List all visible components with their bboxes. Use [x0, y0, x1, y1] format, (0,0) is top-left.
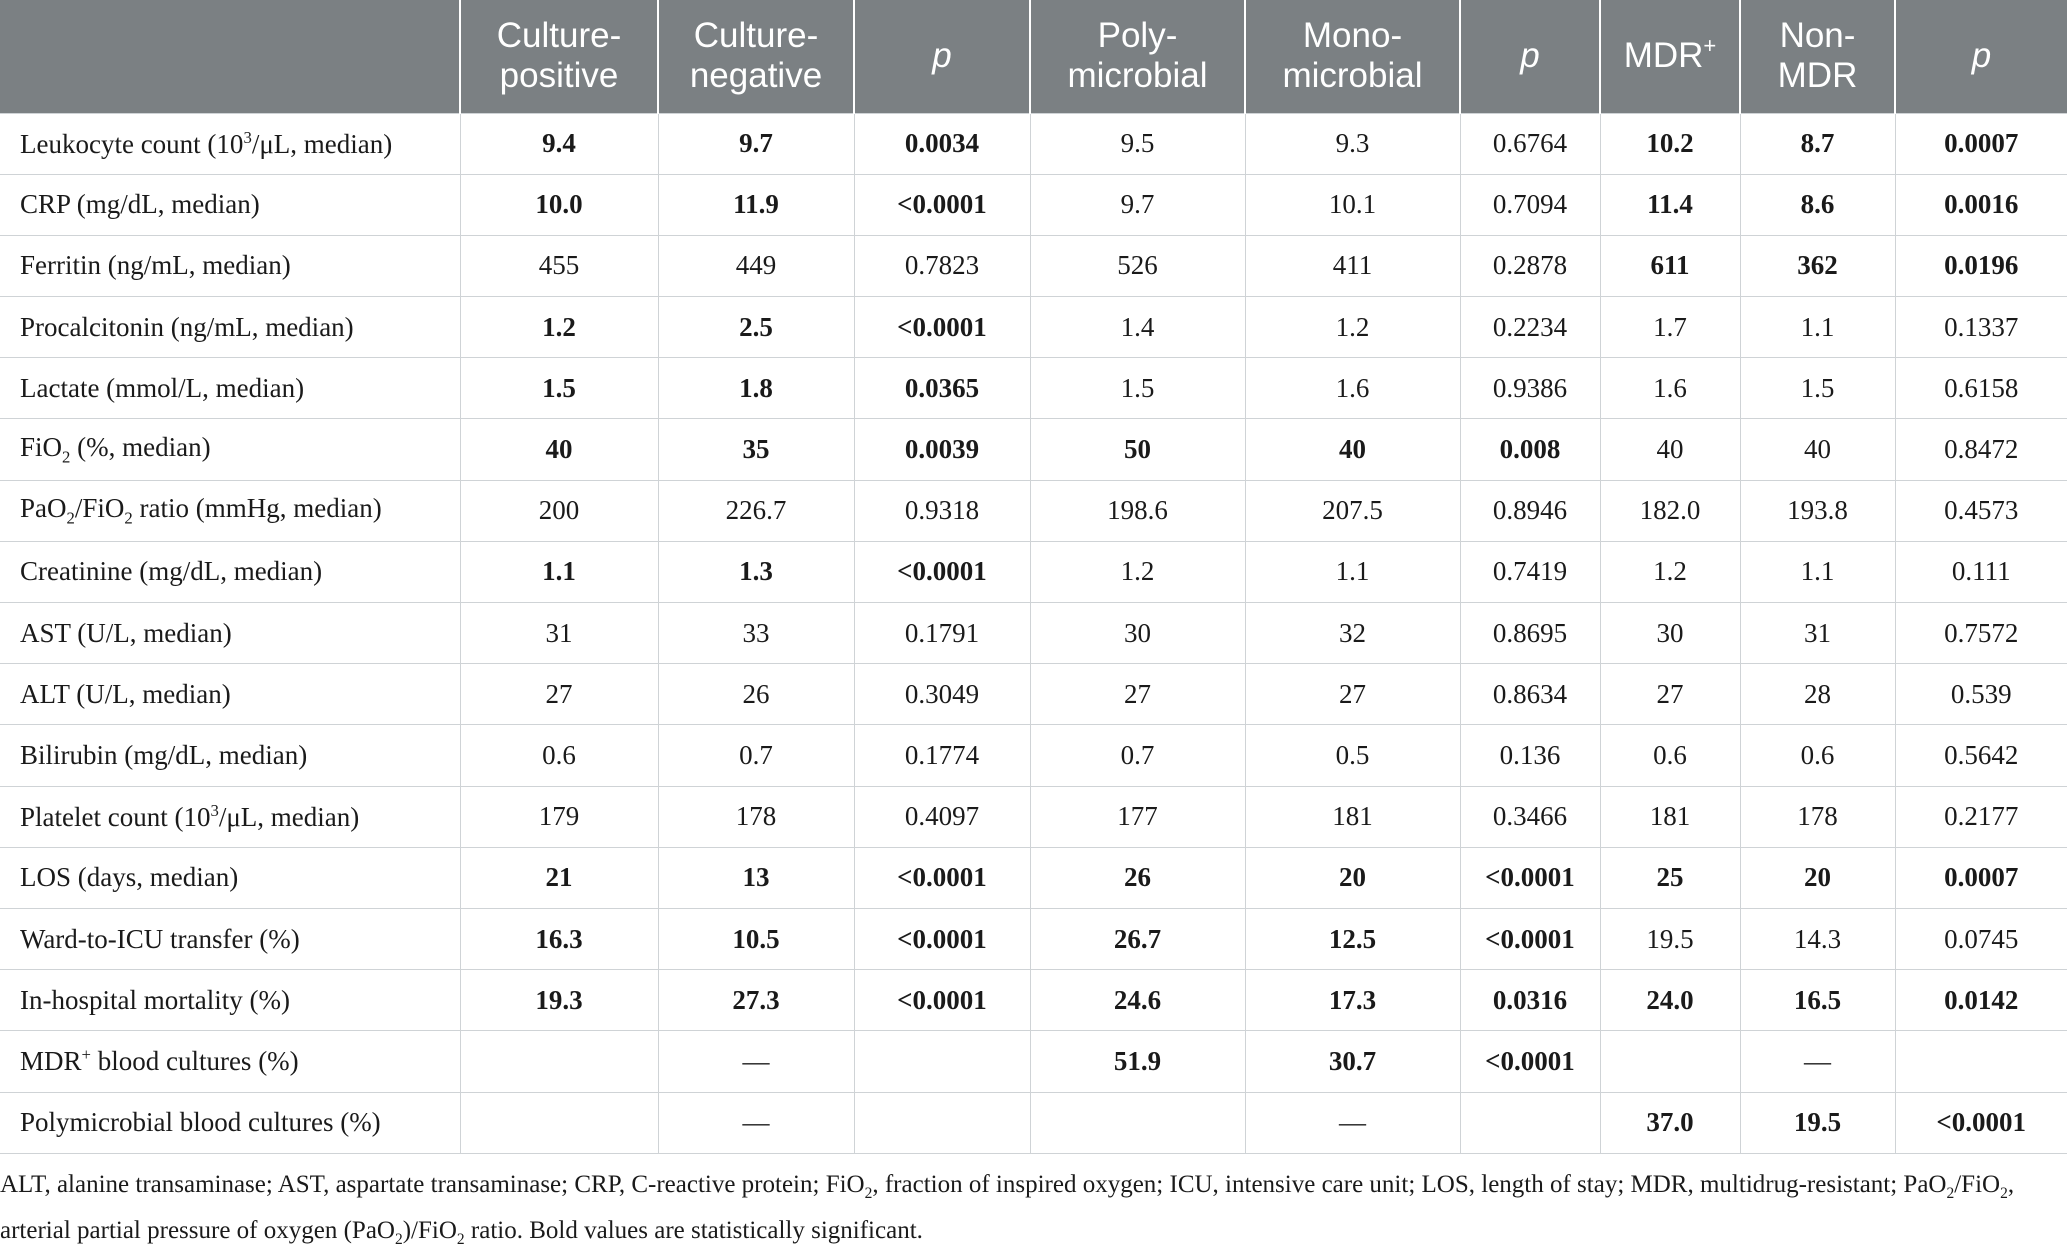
table-cell: 9.4	[460, 113, 658, 174]
text-run: FiO	[20, 431, 63, 462]
table-cell: <0.0001	[854, 970, 1030, 1031]
table-cell: 0.0142	[1895, 970, 2067, 1031]
column-header: Mono- microbial	[1245, 0, 1460, 113]
table-cell: 1.1	[1245, 541, 1460, 602]
column-header: Non- MDR	[1740, 0, 1895, 113]
text-run: /FiO	[74, 493, 125, 524]
table-cell: 11.4	[1600, 174, 1740, 235]
text-run: Bilirubin (mg/dL, median)	[20, 739, 308, 770]
table-cell: 1.5	[1740, 358, 1895, 419]
table-cell: 19.5	[1600, 908, 1740, 969]
subscript: 2	[456, 1231, 465, 1248]
row-label	[0, 847, 460, 908]
row-label	[0, 480, 460, 541]
table-cell: 9.5	[1030, 113, 1245, 174]
table-cell: <0.0001	[854, 541, 1030, 602]
table-cell: 0.4097	[854, 786, 1030, 847]
superscript: 3	[210, 800, 219, 820]
table-cell: 26	[658, 664, 854, 725]
table-cell	[854, 1092, 1030, 1153]
table-cell: 0.6	[460, 725, 658, 786]
table-cell: 0.6	[1740, 725, 1895, 786]
table-cell: 9.7	[1030, 174, 1245, 235]
table-cell: 26	[1030, 847, 1245, 908]
table-cell: 0.1791	[854, 603, 1030, 664]
text-run: In-hospital mortality (%)	[20, 984, 290, 1015]
table-cell: 178	[658, 786, 854, 847]
column-header: Poly- microbial	[1030, 0, 1245, 113]
table-cell: 0.6	[1600, 725, 1740, 786]
table-cell: 35	[658, 419, 854, 480]
table-cell: 526	[1030, 235, 1245, 296]
table-cell: 0.5	[1245, 725, 1460, 786]
table-cell: 17.3	[1245, 970, 1460, 1031]
superscript: 3	[243, 127, 252, 147]
table-cell: 0.1774	[854, 725, 1030, 786]
table-cell: 226.7	[658, 480, 854, 541]
table-cell: <0.0001	[1895, 1092, 2067, 1153]
table-cell: 0.2878	[1460, 235, 1600, 296]
table-cell: 0.539	[1895, 664, 2067, 725]
row-label	[0, 1092, 460, 1153]
table-cell: 0.7094	[1460, 174, 1600, 235]
column-header	[0, 0, 460, 113]
text-run: /FiO	[1954, 1171, 2001, 1198]
table-cell: 181	[1245, 786, 1460, 847]
table-cell: 24.0	[1600, 970, 1740, 1031]
table-cell: 0.7	[658, 725, 854, 786]
table-cell: 20	[1245, 847, 1460, 908]
table-cell: 0.8946	[1460, 480, 1600, 541]
table-cell: 1.6	[1245, 358, 1460, 419]
text-run: PaO	[20, 493, 67, 524]
row-label	[0, 113, 460, 174]
column-header: MDR+	[1600, 0, 1740, 113]
table-cell: 0.6158	[1895, 358, 2067, 419]
table-cell: 0.7823	[854, 235, 1030, 296]
table-cell: 40	[1600, 419, 1740, 480]
table-cell: 16.5	[1740, 970, 1895, 1031]
table-cell: 9.7	[658, 113, 854, 174]
table-cell: 27.3	[658, 970, 854, 1031]
subscript: 2	[124, 508, 133, 528]
table-row	[0, 908, 2067, 969]
row-label	[0, 970, 460, 1031]
table-cell: 21	[460, 847, 658, 908]
row-label	[0, 174, 460, 235]
table-cell: 1.5	[460, 358, 658, 419]
table-cell: 0.0016	[1895, 174, 2067, 235]
table-row	[0, 847, 2067, 908]
table-cell: 31	[1740, 603, 1895, 664]
text-run: (%, median)	[70, 431, 211, 462]
table-cell: 32	[1245, 603, 1460, 664]
table-cell: 27	[1600, 664, 1740, 725]
table-cell: 19.3	[460, 970, 658, 1031]
table-cell: 455	[460, 235, 658, 296]
table-cell: 193.8	[1740, 480, 1895, 541]
table-cell: 1.7	[1600, 297, 1740, 358]
table-cell: <0.0001	[854, 847, 1030, 908]
table-cell: 26.7	[1030, 908, 1245, 969]
row-label	[0, 725, 460, 786]
column-header: Culture- positive	[460, 0, 658, 113]
table-cell: 0.0365	[854, 358, 1030, 419]
table-cell: 10.0	[460, 174, 658, 235]
table-cell: 198.6	[1030, 480, 1245, 541]
table-cell: —	[658, 1031, 854, 1092]
table-cell: 28	[1740, 664, 1895, 725]
superscript: +	[81, 1045, 91, 1065]
table-cell	[460, 1092, 658, 1153]
subscript: 2	[66, 508, 75, 528]
table-cell: 179	[460, 786, 658, 847]
table-cell: 19.5	[1740, 1092, 1895, 1153]
table-cell: 182.0	[1600, 480, 1740, 541]
table-cell: 1.1	[1740, 297, 1895, 358]
table-cell: 27	[1030, 664, 1245, 725]
row-label	[0, 664, 460, 725]
table-cell: 0.9386	[1460, 358, 1600, 419]
text-run: Lactate (mmol/L, median)	[20, 372, 305, 403]
table-cell	[1460, 1092, 1600, 1153]
table-cell: 10.5	[658, 908, 854, 969]
table-row	[0, 725, 2067, 786]
table-row	[0, 541, 2067, 602]
text-run: ratio. Bold values are statistically significant.	[464, 1217, 923, 1244]
subscript: 2	[2000, 1185, 2008, 1202]
table-cell: 1.2	[1245, 297, 1460, 358]
subscript: 2	[1946, 1185, 1955, 1202]
table-cell: 9.3	[1245, 113, 1460, 174]
table-cell: <0.0001	[1460, 847, 1600, 908]
table-cell	[854, 1031, 1030, 1092]
text-run: , arterial partial pressure of oxygen (PaO	[0, 1171, 2015, 1244]
text-run: Ward-to-ICU transfer (%)	[20, 923, 300, 954]
table-cell: 0.136	[1460, 725, 1600, 786]
table-cell: 33	[658, 603, 854, 664]
table-cell: 0.0034	[854, 113, 1030, 174]
row-label	[0, 297, 460, 358]
table-cell: 0.0039	[854, 419, 1030, 480]
table-cell: 27	[460, 664, 658, 725]
text-run: /μL, median)	[251, 128, 393, 159]
table-row	[0, 603, 2067, 664]
text-run: Ferritin (ng/mL, median)	[20, 250, 291, 281]
table-cell: 10.2	[1600, 113, 1740, 174]
row-label	[0, 419, 460, 480]
column-header: p	[1895, 0, 2067, 113]
table-cell	[1895, 1031, 2067, 1092]
table-cell: 0.0196	[1895, 235, 2067, 296]
text-run: Creatinine (mg/dL, median)	[20, 556, 323, 587]
table-cell: 1.2	[1600, 541, 1740, 602]
row-label	[0, 235, 460, 296]
table-cell: 51.9	[1030, 1031, 1245, 1092]
table-cell: <0.0001	[854, 297, 1030, 358]
text-run: Leukocyte count (10	[20, 128, 244, 159]
table-cell: 0.3466	[1460, 786, 1600, 847]
table-row	[0, 1092, 2067, 1153]
subscript: 2	[864, 1185, 873, 1202]
text-run: MDR	[20, 1046, 82, 1077]
text-run: Polymicrobial blood cultures (%)	[20, 1107, 381, 1138]
table-cell: 362	[1740, 235, 1895, 296]
table-cell: 0.7419	[1460, 541, 1600, 602]
table-cell: 24.6	[1030, 970, 1245, 1031]
table-cell: 0.5642	[1895, 725, 2067, 786]
subscript: 2	[394, 1231, 403, 1248]
table-row	[0, 358, 2067, 419]
table-cell: 0.0316	[1460, 970, 1600, 1031]
table-cell: 0.2177	[1895, 786, 2067, 847]
table-cell: <0.0001	[1460, 1031, 1600, 1092]
table-cell: 1.4	[1030, 297, 1245, 358]
text-run: blood cultures (%)	[90, 1046, 299, 1077]
table-cell	[460, 1031, 658, 1092]
column-header: p	[854, 0, 1030, 113]
text-run: CRP (mg/dL, median)	[20, 189, 260, 220]
text-run: ALT (U/L, median)	[20, 678, 231, 709]
text-run: , fraction of inspired oxygen; ICU, intensive care unit; LOS, length of stay; MDR, multidrug-resistant; PaO	[872, 1171, 1947, 1198]
table-cell: 611	[1600, 235, 1740, 296]
table-cell: 411	[1245, 235, 1460, 296]
table-cell: 0.2234	[1460, 297, 1600, 358]
table-cell: 1.2	[460, 297, 658, 358]
table-cell: 27	[1245, 664, 1460, 725]
row-label	[0, 908, 460, 969]
table-cell: 449	[658, 235, 854, 296]
table-cell: 1.3	[658, 541, 854, 602]
table-row	[0, 664, 2067, 725]
row-label	[0, 1031, 460, 1092]
table-row	[0, 1031, 2067, 1092]
table-cell: 0.8695	[1460, 603, 1600, 664]
table-row	[0, 970, 2067, 1031]
table-cell: —	[658, 1092, 854, 1153]
table-cell: 181	[1600, 786, 1740, 847]
table-cell: 1.6	[1600, 358, 1740, 419]
text-run: AST (U/L, median)	[20, 617, 232, 648]
table-footnote	[0, 1166, 2040, 1258]
table-cell: 8.7	[1740, 113, 1895, 174]
table-cell: 0.3049	[854, 664, 1030, 725]
table-row	[0, 297, 2067, 358]
table-cell: 0.8634	[1460, 664, 1600, 725]
row-label	[0, 603, 460, 664]
table-cell: 1.1	[460, 541, 658, 602]
table-cell: 0.9318	[854, 480, 1030, 541]
table-row	[0, 235, 2067, 296]
table-cell	[1600, 1031, 1740, 1092]
table-cell: 30	[1600, 603, 1740, 664]
text-run: /μL, median)	[218, 801, 360, 832]
table-row	[0, 786, 2067, 847]
table-body	[0, 113, 2067, 1153]
text-run: Platelet count (10	[20, 801, 211, 832]
table-cell: 1.2	[1030, 541, 1245, 602]
table-cell	[1030, 1092, 1245, 1153]
table-cell: 12.5	[1245, 908, 1460, 969]
row-label	[0, 541, 460, 602]
table-cell: 0.4573	[1895, 480, 2067, 541]
table-cell: 50	[1030, 419, 1245, 480]
text-run: ratio (mmHg, median)	[132, 493, 382, 524]
table-cell: 0.008	[1460, 419, 1600, 480]
table-cell: 16.3	[460, 908, 658, 969]
table-row	[0, 174, 2067, 235]
table-cell: 40	[460, 419, 658, 480]
table-cell: 14.3	[1740, 908, 1895, 969]
table-cell: 1.5	[1030, 358, 1245, 419]
text-run: ALT, alanine transaminase; AST, aspartate transaminase; CRP, C-reactive protein; FiO	[0, 1171, 865, 1198]
row-label	[0, 786, 460, 847]
table-header-row	[0, 0, 2067, 113]
table-cell: 0.7572	[1895, 603, 2067, 664]
text-run: LOS (days, median)	[20, 862, 239, 893]
table-cell: 13	[658, 847, 854, 908]
table-cell: 0.1337	[1895, 297, 2067, 358]
table-row	[0, 113, 2067, 174]
subscript: 2	[62, 447, 71, 467]
table-cell: 1.8	[658, 358, 854, 419]
table-cell: 0.8472	[1895, 419, 2067, 480]
table-cell: 2.5	[658, 297, 854, 358]
superscript: +	[1703, 33, 1717, 59]
table-cell: —	[1245, 1092, 1460, 1153]
table-cell: 30.7	[1245, 1031, 1460, 1092]
table-row	[0, 480, 2067, 541]
column-header: Culture- negative	[658, 0, 854, 113]
table-cell: 0.0745	[1895, 908, 2067, 969]
table-cell: 31	[460, 603, 658, 664]
table-cell: <0.0001	[854, 908, 1030, 969]
table-cell: <0.0001	[1460, 908, 1600, 969]
column-header: p	[1460, 0, 1600, 113]
table-cell: 37.0	[1600, 1092, 1740, 1153]
table-cell: 30	[1030, 603, 1245, 664]
table-row	[0, 419, 2067, 480]
table-cell: 0.7	[1030, 725, 1245, 786]
table-cell: 8.6	[1740, 174, 1895, 235]
table-cell: 207.5	[1245, 480, 1460, 541]
table-cell: 0.0007	[1895, 113, 2067, 174]
table-cell: 178	[1740, 786, 1895, 847]
text-run: )/FiO	[402, 1217, 457, 1244]
text-run: Procalcitonin (ng/mL, median)	[20, 311, 354, 342]
table-cell: <0.0001	[854, 174, 1030, 235]
table-cell: 0.111	[1895, 541, 2067, 602]
table-cell: 40	[1740, 419, 1895, 480]
table-cell: 200	[460, 480, 658, 541]
table-cell: 40	[1245, 419, 1460, 480]
table-cell: 0.0007	[1895, 847, 2067, 908]
table-cell: 0.6764	[1460, 113, 1600, 174]
table-cell: 11.9	[658, 174, 854, 235]
table-cell: 177	[1030, 786, 1245, 847]
table-cell: 1.1	[1740, 541, 1895, 602]
table-cell: 20	[1740, 847, 1895, 908]
row-label	[0, 358, 460, 419]
table-cell: —	[1740, 1031, 1895, 1092]
table-cell: 25	[1600, 847, 1740, 908]
table-cell: 10.1	[1245, 174, 1460, 235]
